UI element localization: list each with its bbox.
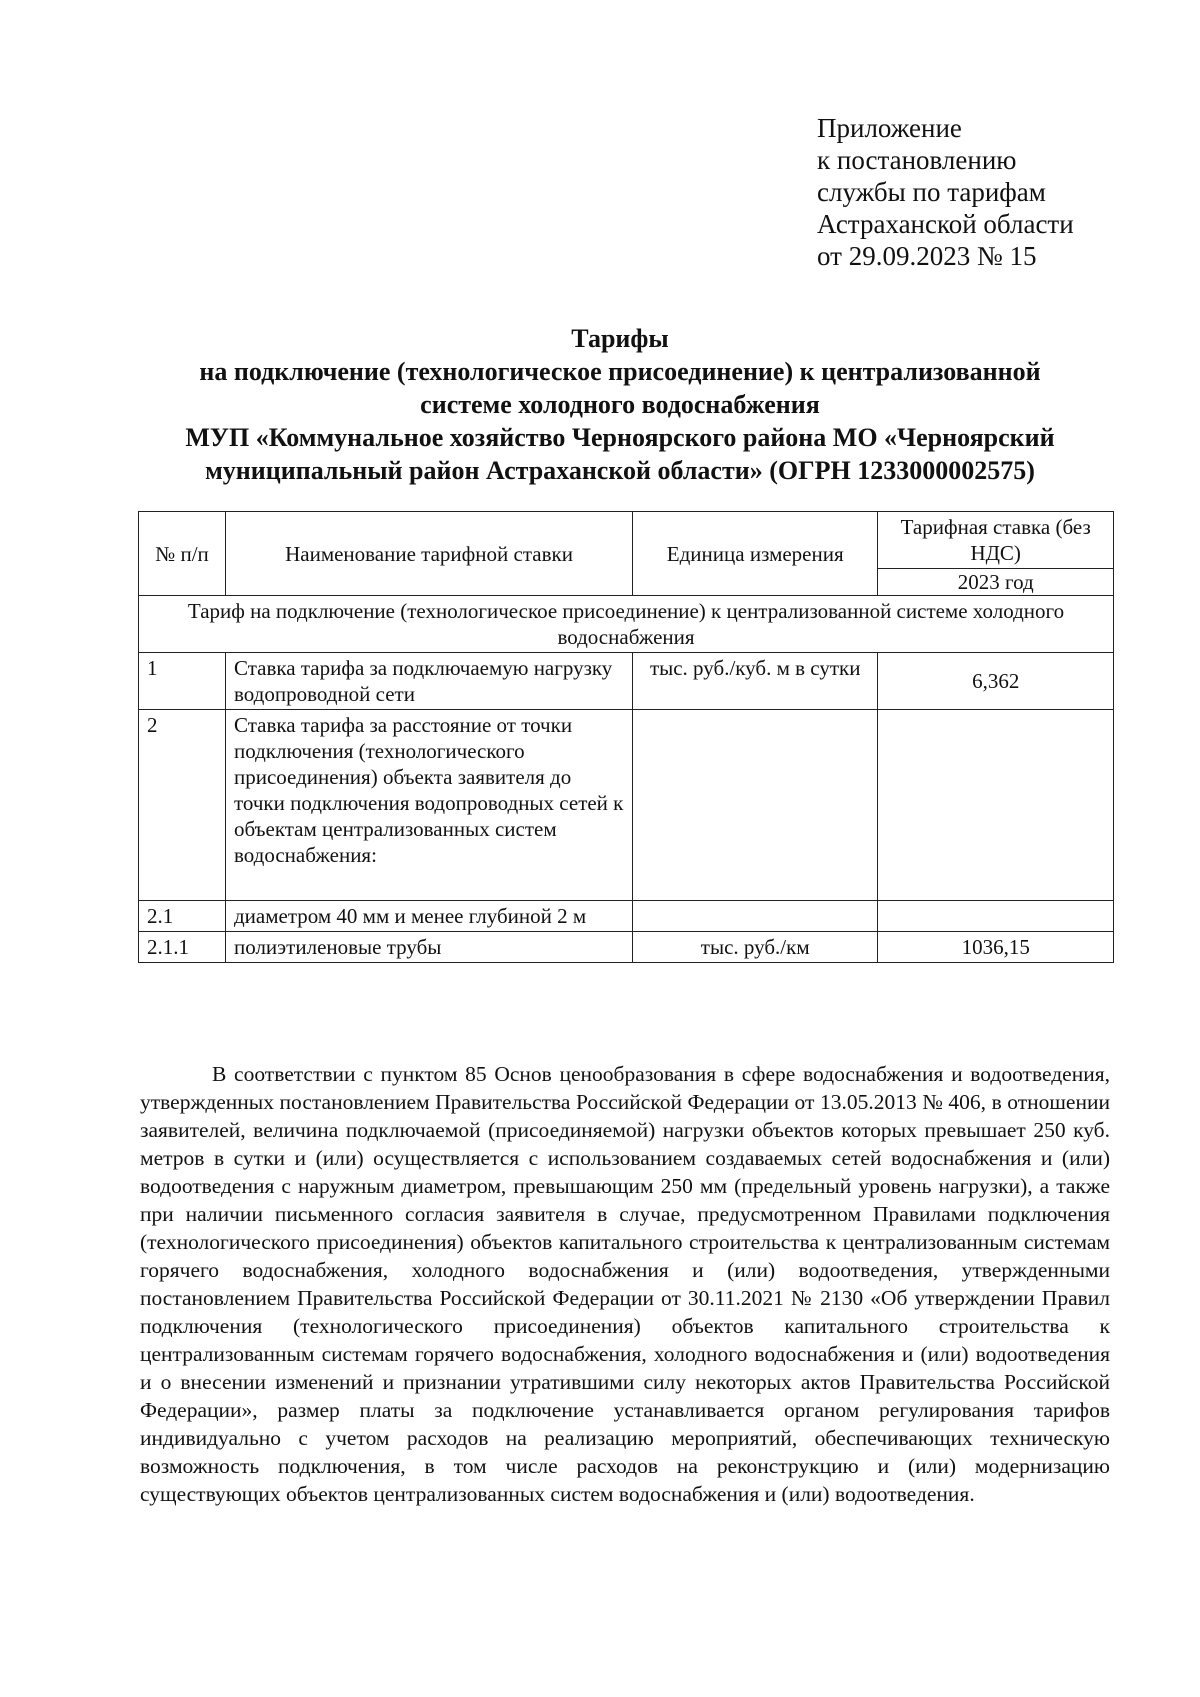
table-row [139,932,1114,963]
title-line: Тарифы [571,324,669,353]
row-name: Ставка тарифа за расстояние от точки подключения (технологического присоединения) объекта заявителя до точки подключения водопроводных сетей к объектам централизованных систем водоснабжения: [225,710,632,901]
row-unit: тыс. руб./км [633,932,878,963]
row-unit [633,901,878,932]
document-title [120,322,1120,487]
title-line: МУП «Коммунальное хозяйство Черноярского района МО «Черноярский [185,423,1055,452]
title-line: на подключение (технологическое присоединение) к централизованной [199,357,1041,386]
table-row [139,710,1114,901]
row-value: 6,362 [878,653,1114,710]
row-unit [633,710,878,901]
row-num: 2.1 [139,901,226,932]
appendix-line: Приложение [817,113,962,143]
header-year: 2023 год [878,569,1114,596]
row-value [878,710,1114,901]
row-num: 2 [139,710,226,901]
header-unit: Единица измерения [633,512,878,596]
body-paragraph: В соответствии с пунктом 85 Основ ценообразования в сфере водоснабжения и водоотведения, утвержденных постановлением Правительства Российской Федерации от 13.05.2013 № 406, в отношении заявителей, величина подключаемой (присоединяемой) нагрузки объектов которых превышает 250 куб. метров в сутки и (или) осуществляется с использованием создаваемых сетей водоснабжения и (или) водоотведения с наружным диаметром, превышающим 250 мм (предельный уровень нагрузки), а также при наличии письменного согласия заявителя в случае, предусмотренном Правилами подключения (технологического присоединения) объектов капитального строительства к централизованным системам горячего водоснабжения, холодного водоснабжения и (или) водоотведения, утвержденными постановлением Правительства Российской Федерации от 30.11.2021 № 2130 «Об утверждении Правил подключения (технологического присоединения) объектов капитального строительства к централизованным системам горячего водоснабжения, холодного водоснабжения и (или) водоотведения и о внесении изменений и признании утратившими силу некоторых актов Правительства Российской Федерации», размер платы за подключение устанавливается органом регулирования тарифов индивидуально с учетом расходов на реализацию мероприятий, обеспечивающих техническую возможность подключения, в том числе расходов на реконструкцию и (или) модернизацию существующих объектов централизованных систем водоснабжения и (или) водоотведения. [140,1062,1110,1506]
header-num: № п/п [139,512,226,596]
table-section-row [139,596,1114,653]
appendix-line: Астраханской области [817,209,1074,239]
row-num: 2.1.1 [139,932,226,963]
table-row [139,901,1114,932]
appendix-line: к постановлению [817,145,1017,175]
tariff-table [138,511,1114,963]
row-unit: тыс. руб./куб. м в сутки [633,653,878,710]
title-line: системе холодного водоснабжения [420,390,820,419]
appendix-block [817,112,1074,272]
row-name: полиэтиленовые трубы [225,932,632,963]
row-num: 1 [139,653,226,710]
header-name: Наименование тарифной ставки [225,512,632,596]
row-name: Ставка тарифа за подключаемую нагрузку водопроводной сети [225,653,632,710]
title-line: муниципальный район Астраханской области» (ОГРН 1233000002575) [205,456,1035,485]
row-name: диаметром 40 мм и менее глубиной 2 м [225,901,632,932]
row-value [878,901,1114,932]
header-rate: Тарифная ставка (без НДС) [878,512,1114,569]
table-header-row [139,512,1114,569]
appendix-line: службы по тарифам [817,177,1046,207]
table-row [139,653,1114,710]
section-caption: Тариф на подключение (технологическое присоединение) к централизованной системе холодного водоснабжения [139,596,1114,653]
row-value: 1036,15 [878,932,1114,963]
appendix-date: от 29.09.2023 № 15 [817,241,1037,271]
